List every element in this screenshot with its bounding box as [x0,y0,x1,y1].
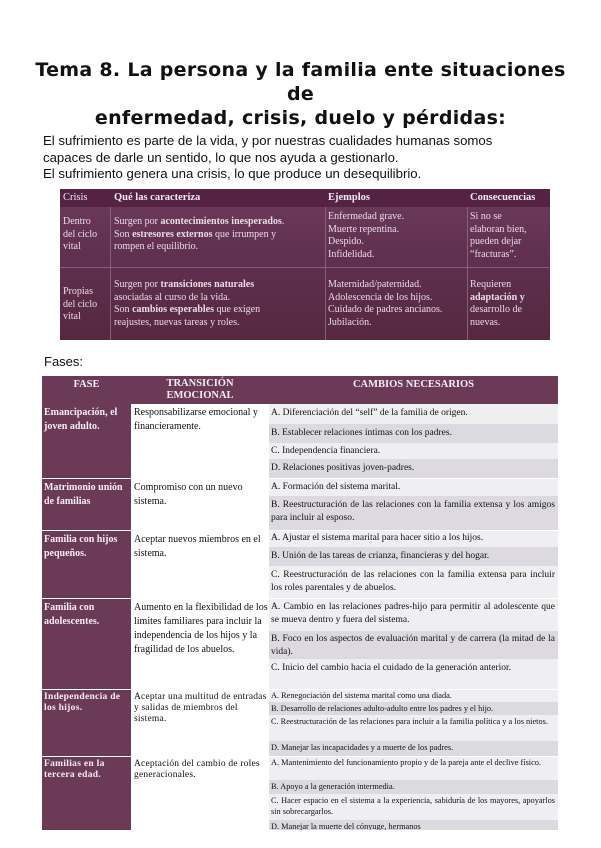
transition-cell [131,690,269,756]
change-item: A. Diferenciación del “self” de la familia de origen. [271,408,468,418]
cell-line: vital [63,311,81,322]
cell-line [114,292,260,305]
transition-cell [131,404,269,478]
change-item: A. Mantenimiento del funcionamiento propio y de la pareja ante el declive físico. [271,758,542,767]
change-item: D. Manejar la muerte del cónyuge, hermanos [271,822,421,830]
cell-line [114,241,284,254]
transition-text: Aceptar una multitud de entradas y salidas de miembros del sistema. [134,692,267,724]
change-item: B. Reestructuración de las relaciones con la familia extensa y los amigos para incluir al esposo. [271,500,555,523]
phase-name: Familia con hijos pequeños. [44,534,118,559]
phase-name: Independencia de los hijos. [44,692,121,713]
change-item: C. Reestructuración de las relaciones con la familia extensa para incluir los roles parentales y de abuelos. [271,570,555,593]
change-item: C. Hacer espacio en el sistema a la experiencia, sabiduría de los mayores, apoyarlos sin sobrecargarlos. [271,796,555,816]
header-transicion: TRANSICIÓN EMOCIONAL [166,378,234,401]
fases-label: Fases: [44,354,84,369]
bold-text-run: transiciones naturales [160,279,255,290]
text-run: Surgen por [114,216,161,227]
intro-paragraph [43,133,563,183]
row-divider [60,267,550,268]
bold-text-run: acontecimientos inesperados [160,216,282,227]
phase-name-cell [42,479,131,530]
phase-row [42,531,558,598]
cell-line: Propias [63,286,93,297]
caracteriza-cell [114,279,260,329]
text-run: Son [114,304,133,315]
header-ejemplos: Ejemplos [328,192,370,203]
cell-line: desarrollo de [470,304,522,315]
cell-line: Jubilación. [328,316,372,328]
text-run: rompen el equilibrio. [114,241,199,252]
cell-line: vital [63,241,81,252]
text-run: que exigen [214,304,261,315]
cell-line [114,279,260,292]
phase-name-cell [42,531,131,598]
text-run: que irrumpen y [212,228,277,240]
phase-row [42,757,558,830]
consecuencias-cell [470,211,527,261]
phase-row [42,404,558,478]
change-item: B. Establecer relaciones íntimas con los padres. [271,428,452,438]
changes-cell [269,479,558,530]
ejemplos-cell [328,279,442,329]
cell-line: elaboran bien, [470,223,527,235]
cell-line: pueden dejar [470,236,522,247]
transition-cell [131,531,269,598]
change-item: C. Independencia financiera. [271,446,381,456]
transition-text: Responsabilizarse emocional y financieramente. [134,407,258,432]
cell-line [470,292,525,305]
header-crisis: Crisis [63,192,88,203]
change-item: B. Unión de las tareas de crianza, financieras y del hogar. [271,551,490,561]
text-run: asociadas al curso de la vida. [114,291,231,303]
change-item: B. Desarrollo de relaciones adulto-adulto entre los padres y el hijo. [271,704,494,713]
cell-line: Cuidado de padres ancianos. [328,304,443,315]
cell-line: Adolescencia de los hijos. [328,291,433,303]
change-item: A. Renegociación del sistema marital como una diada. [271,691,452,700]
phase-name-cell [42,404,131,478]
bold-text-run: estresores externos [132,228,213,240]
cell-line: Requieren [470,279,512,290]
intro-line: capaces de darle un sentido, lo que nos ayuda a gestionarlo. [43,149,399,165]
caracteriza-cell [114,216,284,254]
header-consecuencias: Consecuencias [470,192,536,203]
transition-text: Aceptar nuevos miembros en el sistema. [134,534,261,559]
change-item: A. Formación del sistema marital. [271,482,401,492]
column-divider [467,207,468,340]
header-fase: FASE [73,379,100,390]
text-run: reajustes, nuevas tareas y roles. [114,316,240,328]
changes-cell [269,404,558,478]
change-item: C. Reestructuración de las relaciones para incluir a la familia política y a los nietos. [271,717,548,726]
text-run: . [281,216,285,227]
phase-row [42,690,558,756]
header-caracteriza: Qué las caracteriza [114,192,201,203]
header-cambios: CAMBIOS NECESARIOS [352,379,475,390]
change-item: D. Relaciones positivas joven-padres. [271,463,415,473]
cell-line: nuevas. [470,316,501,328]
cell-line: “fracturas”. [470,248,517,260]
change-item: A. Cambio en las relaciones padres-hijo para permitir al adolescente que se mueva dentro y fuera del sistema. [271,602,555,625]
transition-text: Aumento en la flexibilidad de los límites familiares para incluir la independencia de los hijos y la fragilidad de los abuelos. [134,602,268,655]
transition-text: Aceptación del cambio de roles generacionales. [134,759,260,780]
phase-row [42,599,558,689]
cell-line [114,317,260,330]
change-item: A. Ajustar el sistema marital para hacer sitio a los hijos. [271,533,484,543]
changes-cell [269,757,558,830]
changes-cell [269,690,558,756]
cell-line: Muerte repentina. [328,223,400,235]
phase-name-cell [42,690,131,756]
title-line-1: Tema 8. La persona y la familia ente situaciones de [35,59,566,105]
text-run: Surgen por [114,279,161,290]
cell-line: Dentro [63,216,91,227]
cell-line: del ciclo [63,298,98,310]
phase-name-cell [42,599,131,689]
cell-line: Si no se [470,211,502,222]
phase-name: Familia con adolescentes. [44,602,100,627]
transition-cell [131,599,269,689]
bold-text-run: cambios esperables [132,304,215,315]
intro-line: El sufrimiento es parte de la vida, y por nuestras cualidades humanas somos [43,133,493,148]
changes-cell [269,599,558,689]
transition-cell [131,479,269,530]
text-run: Son [114,228,133,240]
phases-table-header [42,376,558,404]
column-divider [110,207,111,340]
transition-cell [131,757,269,830]
phase-name: Matrimonio unión de familias [44,482,123,507]
change-item: D. Manejar las incapacidades y a muerte de los padres. [271,743,454,752]
phase-name-cell [42,757,131,830]
phase-name: Emancipación, el joven adulto. [44,407,118,432]
cell-line: Despido. [328,236,364,247]
page-title [20,58,581,130]
crisis-type-cell [63,216,97,254]
phase-row [42,479,558,530]
title-line-2: enfermedad, crisis, duelo y pérdidas: [94,107,507,129]
change-item: B. Foco en los aspectos de evaluación marital y de carrera (la mitad de la vida). [271,634,555,657]
cell-line: del ciclo [63,228,98,240]
phase-name: Familias en la tercera edad. [44,759,105,780]
cell-line: Infidelidad. [328,248,375,260]
cell-line: Maternidad/paternidad. [328,279,422,290]
crisis-type-cell [63,286,97,324]
consecuencias-cell [470,279,525,329]
changes-cell [269,531,558,598]
intro-line: El sufrimiento genera una crisis, lo que produce un desequilibrio. [43,166,422,181]
column-divider [325,207,326,340]
cell-line [114,229,284,242]
cell-line [114,216,284,229]
bold-text-run: adaptación y [470,291,525,303]
phases-table [42,376,558,830]
crisis-table [60,189,550,340]
transition-text: Compromiso con un nuevo sistema. [134,482,243,507]
change-item: B. Apoyo a la generación intermedia. [271,782,395,791]
cell-line [114,304,260,317]
change-item: C. Inicio del cambio hacia el cuidado de la generación anterior. [271,663,512,673]
ejemplos-cell [328,211,404,261]
cell-line: Enfermedad grave. [328,211,405,222]
